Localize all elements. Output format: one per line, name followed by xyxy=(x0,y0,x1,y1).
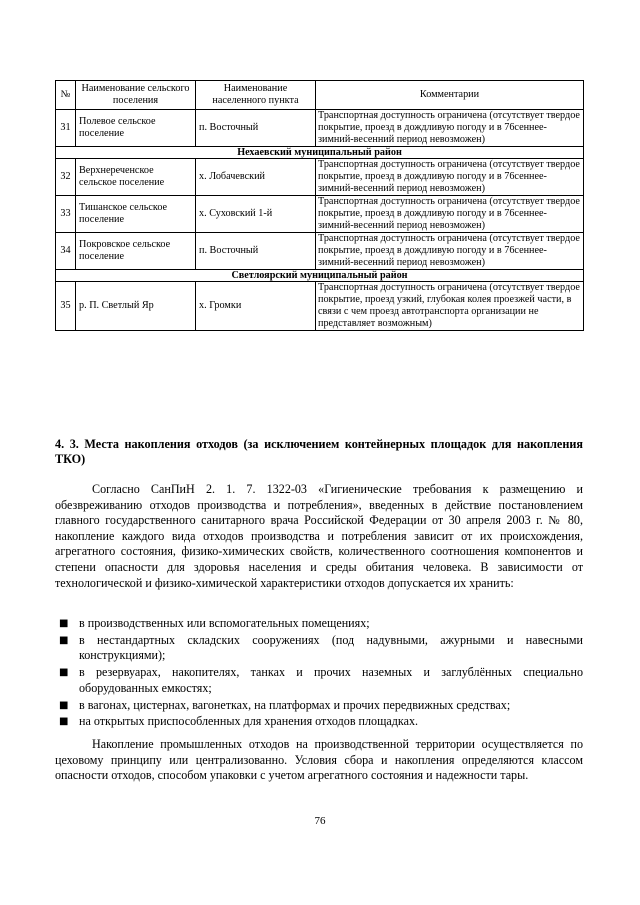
list-item xyxy=(55,665,583,696)
list-item-text: на открытых приспособленных для хранения отходов площадках. xyxy=(79,714,419,729)
row-locality: х. Громки xyxy=(196,282,316,331)
section-heading: 4. 3. Места накопления отходов (за исключением контейнерных площадок для накопления ТКО) xyxy=(55,437,583,466)
row-locality: х. Лобачевский xyxy=(196,159,316,196)
row-settlement: Полевое сельское поселение xyxy=(76,110,196,147)
list-item xyxy=(55,633,583,664)
row-num: 31 xyxy=(56,110,76,147)
storage-list xyxy=(55,616,583,731)
settlements-table xyxy=(55,80,584,331)
row-comment: Транспортная доступность ограничена (отсутствует твердое покрытие, проезд в дождливую погоду и в 76сеннее-зимний-весенний период невозможен) xyxy=(316,196,584,233)
table-row xyxy=(56,110,584,147)
table-row xyxy=(56,159,584,196)
list-item-text: в нестандартных складских сооружениях (под надувными, ажурными и навесными конструкциями); xyxy=(79,632,583,663)
table-row xyxy=(56,233,584,270)
section-title: Светлоярский муниципальный район xyxy=(56,270,584,282)
row-comment: Транспортная доступность ограничена (отсутствует твердое покрытие, проезд узкий, глубокая колея проезжей части, в связи с чем проезд автотранспорта организации не представляет возможным) xyxy=(316,282,584,331)
bullet-icon: ■ xyxy=(59,667,69,679)
bullet-icon: ■ xyxy=(59,634,69,646)
list-item xyxy=(55,616,583,632)
row-num: 33 xyxy=(56,196,76,233)
section-title: Нехаевский муниципальный район xyxy=(56,147,584,159)
row-comment: Транспортная доступность ограничена (отсутствует твердое покрытие, проезд в дождливую погоду и в 76сеннее-зимний-весенний период невозможен) xyxy=(316,233,584,270)
row-locality: п. Восточный xyxy=(196,110,316,147)
row-settlement: Тишанское сельское поселение xyxy=(76,196,196,233)
row-comment: Транспортная доступность ограничена (отсутствует твердое покрытие, проезд в дождливую погоду и в 76сеннее-зимний-весенний период невозможен) xyxy=(316,110,584,147)
row-num: 32 xyxy=(56,159,76,196)
row-num: 35 xyxy=(56,282,76,331)
list-item-text: в производственных или вспомогательных помещениях; xyxy=(79,616,370,630)
row-comment: Транспортная доступность ограничена (отсутствует твердое покрытие, проезд в дождливую погоду и в 76сеннее-зимний-весенний период невозможен) xyxy=(316,159,584,196)
row-num: 34 xyxy=(56,233,76,270)
row-settlement: Верхнереченское сельское поселение xyxy=(76,159,196,196)
table-header-row xyxy=(56,81,584,110)
paragraph-sanpin: Согласно СанПиН 2. 1. 7. 1322-03 «Гигиенические требования к размещению и обезвреживанию отходов производства и потребления», введенных в действие постановлением главного государственного санитарного врача Российской Федерации от 30 апреля 2003 г. № 80, накопление каждого вида отходов производства и потребления зависит от их происхождения, агрегатного состояния, физико-химических свойств, количественного соотношения компонентов и степени опасности для здоровья населения и среды обитания человека. В зависимости от технологической и физико-химической характеристики отходов допускается их хранить: xyxy=(55,482,583,590)
section-row xyxy=(56,270,584,282)
bullet-icon: ■ xyxy=(59,699,69,711)
row-locality: п. Восточный xyxy=(196,233,316,270)
table-row xyxy=(56,196,584,233)
bullet-icon: ■ xyxy=(59,716,69,728)
list-item-text: в вагонах, цистернах, вагонетках, на платформах и прочих передвижных средствах; xyxy=(79,697,511,712)
bullet-icon: ■ xyxy=(59,618,69,629)
paragraph-industrial-waste: Накопление промышленных отходов на производственной территории осуществляется по цеховому принципу или централизованно. Условия сбора и накопления определяются классом опасности отходов, способом упаковки с учетом агрегатного состояния и надежности тары. xyxy=(55,737,583,783)
header-locality: Наименование населенного пункта xyxy=(196,81,316,110)
header-settlement: Наименование сельского поселения xyxy=(76,81,196,110)
list-item xyxy=(55,714,583,730)
table-row xyxy=(56,282,584,331)
page-number: 76 xyxy=(314,815,326,827)
header-num: № xyxy=(56,81,76,110)
section-row xyxy=(56,147,584,159)
row-settlement: р. П. Светлый Яр xyxy=(76,282,196,331)
header-comment: Комментарии xyxy=(316,81,584,110)
list-item xyxy=(55,698,583,714)
list-item-text: в резервуарах, накопителях, танках и прочих наземных и заглублённых специально оборудованных емкостях; xyxy=(79,665,583,695)
row-settlement: Покровское сельское поселение xyxy=(76,233,196,270)
row-locality: х. Суховский 1-й xyxy=(196,196,316,233)
